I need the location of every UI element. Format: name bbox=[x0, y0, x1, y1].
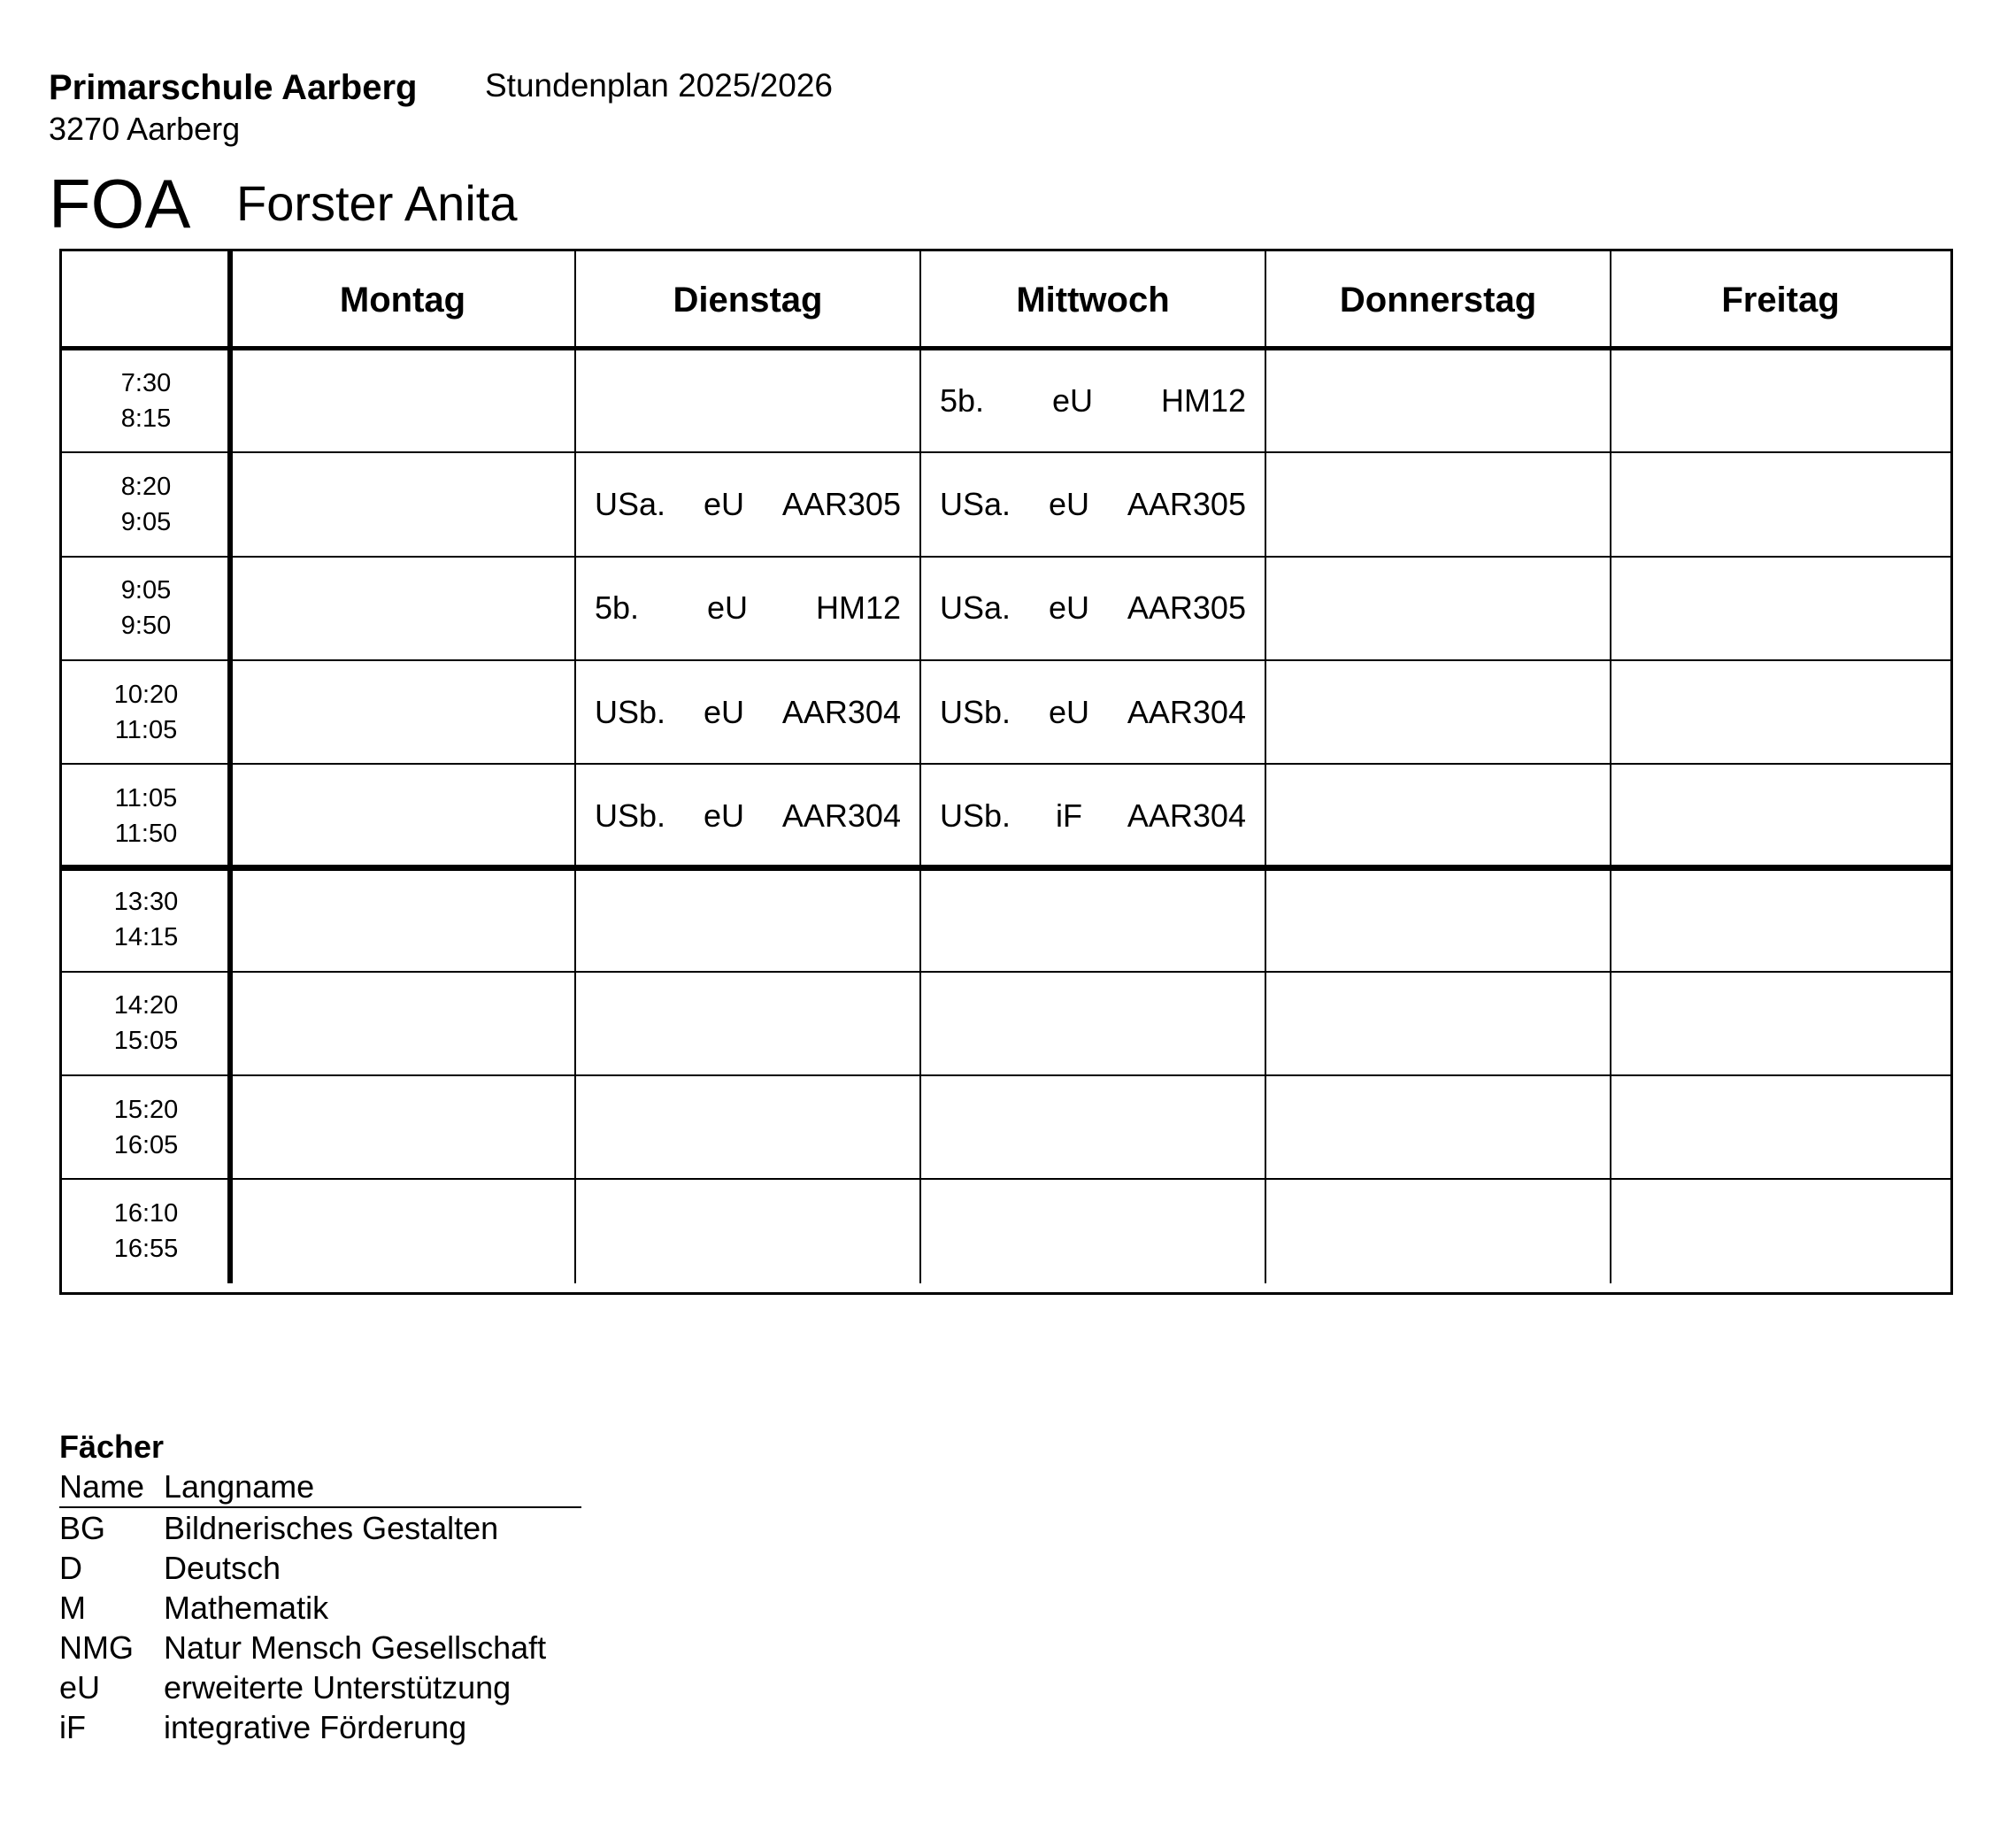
lesson-class: USb. bbox=[595, 797, 666, 834]
time-start: 15:20 bbox=[113, 1095, 179, 1124]
time-start: 9:05 bbox=[120, 576, 172, 605]
lesson-class: USa. bbox=[595, 485, 666, 522]
time-end: 14:15 bbox=[113, 923, 179, 952]
lesson-room: AAR305 bbox=[781, 485, 901, 522]
time-slot bbox=[62, 349, 230, 452]
grid-hline bbox=[62, 1074, 1950, 1076]
legend-longname: integrative Förderung bbox=[164, 1709, 467, 1745]
time-end: 11:50 bbox=[114, 819, 178, 848]
lesson-class: USb. bbox=[940, 693, 1011, 730]
lesson-subject: eU bbox=[703, 797, 744, 834]
day-header-mittwoch: Mittwoch bbox=[1016, 280, 1170, 320]
time-slot bbox=[62, 1179, 230, 1282]
legend-row bbox=[59, 1628, 581, 1667]
lesson-room: HM12 bbox=[1160, 381, 1246, 419]
legend-abbrev: BG bbox=[59, 1510, 106, 1546]
lesson-room: AAR304 bbox=[781, 693, 901, 730]
lesson-class: 5b. bbox=[940, 381, 985, 419]
lesson-class: USb. bbox=[595, 693, 666, 730]
legend-header bbox=[59, 1467, 581, 1508]
day-header-montag: Montag bbox=[339, 280, 466, 320]
lesson-room: AAR304 bbox=[1127, 797, 1246, 834]
lesson-cell bbox=[920, 349, 1265, 452]
time-start: 14:20 bbox=[113, 991, 179, 1020]
day-header-donnerstag: Donnerstag bbox=[1339, 280, 1537, 320]
time-end: 16:05 bbox=[113, 1130, 179, 1159]
day-header-freitag: Freitag bbox=[1721, 280, 1840, 320]
plan-title: Stundenplan 2025/2026 bbox=[485, 67, 833, 104]
legend-row bbox=[59, 1707, 581, 1747]
legend-col-longname: Langname bbox=[164, 1468, 315, 1505]
lesson-class: USa. bbox=[940, 485, 1011, 522]
legend-rows bbox=[59, 1508, 581, 1747]
time-start: 13:30 bbox=[113, 888, 179, 917]
legend-title: Fächer bbox=[59, 1428, 165, 1465]
time-start: 11:05 bbox=[114, 783, 178, 812]
lesson-cell bbox=[575, 452, 920, 556]
lesson-cell bbox=[575, 660, 920, 764]
teacher-code: FOA bbox=[49, 165, 191, 243]
lesson-room: AAR304 bbox=[1127, 693, 1246, 730]
time-slot bbox=[62, 1075, 230, 1179]
legend-abbrev: iF bbox=[59, 1709, 86, 1745]
legend-row bbox=[59, 1548, 581, 1588]
lesson-cell bbox=[920, 660, 1265, 764]
time-start: 7:30 bbox=[120, 368, 172, 397]
time-end: 9:50 bbox=[120, 612, 172, 641]
legend-abbrev: M bbox=[59, 1590, 86, 1626]
grid-vline bbox=[1610, 251, 1611, 1283]
legend-longname: Deutsch bbox=[164, 1550, 281, 1586]
lesson-subject: eU bbox=[1051, 381, 1094, 419]
lesson-cell bbox=[920, 452, 1265, 556]
time-start: 8:20 bbox=[120, 472, 172, 501]
lesson-cell bbox=[920, 557, 1265, 660]
legend-abbrev: D bbox=[59, 1550, 82, 1586]
time-slot bbox=[62, 660, 230, 764]
time-slot bbox=[62, 452, 230, 556]
lesson-cell bbox=[575, 764, 920, 867]
lesson-subject: eU bbox=[1048, 485, 1089, 522]
lesson-room: AAR305 bbox=[1127, 485, 1246, 522]
day-header-dienstag: Dienstag bbox=[673, 280, 823, 320]
legend-abbrev: NMG bbox=[59, 1629, 134, 1666]
time-slot bbox=[62, 868, 230, 972]
timetable-grid bbox=[62, 251, 1950, 1292]
legend-abbrev: eU bbox=[59, 1669, 101, 1706]
time-start: 10:20 bbox=[113, 680, 179, 709]
lesson-class: USb. bbox=[940, 797, 1011, 834]
lesson-subject: eU bbox=[706, 589, 749, 627]
time-end: 9:05 bbox=[120, 507, 172, 536]
time-start: 16:10 bbox=[113, 1199, 179, 1228]
legend-longname: Natur Mensch Gesellschaft bbox=[164, 1629, 547, 1666]
lesson-room: AAR305 bbox=[1127, 589, 1246, 627]
lesson-class: 5b. bbox=[595, 589, 640, 627]
lesson-room: HM12 bbox=[815, 589, 901, 627]
legend-row bbox=[59, 1508, 581, 1548]
timetable bbox=[59, 249, 1953, 1295]
lesson-cell bbox=[920, 764, 1265, 867]
legend-longname: Mathematik bbox=[164, 1590, 329, 1626]
lesson-subject: eU bbox=[703, 485, 744, 522]
school-name: Primarschule Aarberg bbox=[49, 68, 418, 107]
time-end: 15:05 bbox=[113, 1027, 179, 1056]
subject-legend bbox=[59, 1427, 581, 1747]
school-city: 3270 Aarberg bbox=[49, 111, 241, 147]
time-end: 11:05 bbox=[114, 715, 178, 744]
time-end: 16:55 bbox=[113, 1235, 179, 1264]
legend-row bbox=[59, 1667, 581, 1707]
legend-row bbox=[59, 1588, 581, 1628]
lesson-cell bbox=[575, 557, 920, 660]
lesson-subject: eU bbox=[1048, 693, 1089, 730]
lesson-room: AAR304 bbox=[781, 797, 901, 834]
lesson-subject: iF bbox=[1055, 797, 1082, 834]
grid-hline bbox=[62, 1178, 1950, 1180]
lesson-class: USa. bbox=[940, 589, 1011, 627]
teacher-name: Forster Anita bbox=[236, 175, 518, 231]
lesson-subject: eU bbox=[703, 693, 744, 730]
legend-col-name: Name bbox=[59, 1468, 145, 1505]
time-end: 8:15 bbox=[120, 404, 172, 433]
time-slot bbox=[62, 557, 230, 660]
grid-hline bbox=[62, 971, 1950, 973]
legend-longname: Bildnerisches Gestalten bbox=[164, 1510, 499, 1546]
time-slot bbox=[62, 972, 230, 1075]
lesson-subject: eU bbox=[1048, 589, 1089, 627]
time-slot bbox=[62, 764, 230, 867]
legend-longname: erweiterte Unterstützung bbox=[164, 1669, 511, 1706]
